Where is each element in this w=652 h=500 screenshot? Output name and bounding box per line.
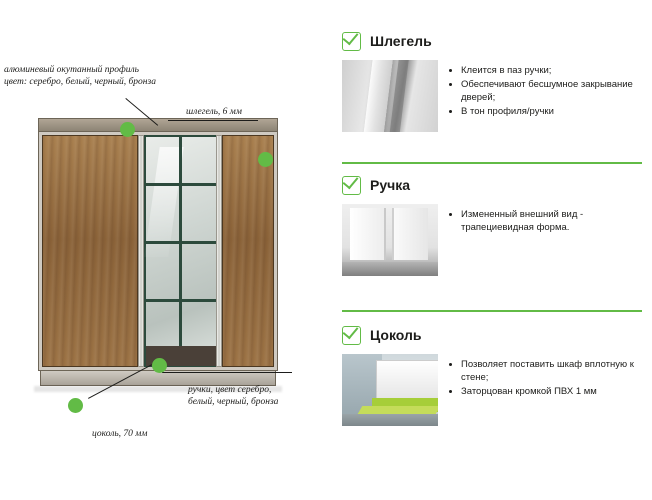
feature-cards — [330, 0, 652, 500]
feature-card-plinth-bullets — [450, 354, 642, 426]
feature-card-shlegel — [342, 28, 642, 132]
leader-line-handles — [162, 372, 292, 373]
handle-panel-left-shape — [350, 208, 386, 260]
bullet-item: • Клеится в паз ручки; — [461, 64, 642, 77]
callout-dot-shlegel — [258, 152, 273, 167]
feature-card-plinth-title: Цоколь — [370, 327, 422, 343]
callout-dot-handles — [152, 358, 167, 373]
callout-label-profile-line1: алюминевый окутанный профиль — [4, 65, 139, 75]
callout-label-shlegel-line1: шлегель, 6 мм — [186, 107, 242, 117]
bullet-item: • Обеспечивают бесшумное закрывание дверей; — [461, 78, 642, 104]
callout-dot-plinth — [68, 398, 83, 413]
bullet-item: • Измененный внешний вид - трапециевидная форма. — [461, 208, 642, 234]
callout-label-handles-line2: белый, черный, бронза — [188, 397, 279, 407]
feature-card-shlegel-bullets — [450, 60, 642, 132]
mirror-mullion-horizontal — [146, 183, 216, 186]
plinth-cabinet-shape — [376, 360, 438, 402]
feature-card-handle-body — [342, 204, 642, 276]
wardrobe-door-mirror — [144, 135, 218, 367]
shlegel-photo — [342, 60, 438, 132]
plinth-green-accent-shape — [358, 406, 438, 414]
callout-label-plinth — [92, 428, 232, 440]
handle-rail-shape — [342, 262, 438, 276]
check-icon — [342, 176, 361, 195]
feature-card-plinth-header — [342, 322, 642, 348]
bullet-item: • Заторцован кромкой ПВХ 1 мм — [461, 385, 642, 398]
feature-card-shlegel-header — [342, 28, 642, 54]
callout-label-plinth-line1: цоколь, 70 мм — [92, 429, 148, 439]
feature-card-handle-header — [342, 172, 642, 198]
callout-label-handles-line1: ручки, цвет серебро, — [188, 385, 272, 395]
plinth-floor-shape — [342, 414, 438, 426]
card-divider-1 — [342, 162, 642, 164]
wardrobe-handle-left — [138, 135, 144, 367]
callout-label-profile-line2: цвет: серебро, белый, черный, бронза — [4, 77, 156, 87]
callout-label-handles — [188, 384, 308, 408]
feature-card-handle-title: Ручка — [370, 177, 411, 193]
callout-label-shlegel — [186, 106, 306, 118]
card-divider-2 — [342, 310, 642, 312]
leader-line-shlegel — [168, 120, 258, 121]
mirror-mullion-horizontal — [146, 299, 216, 302]
wardrobe-graphic — [38, 118, 278, 393]
feature-card-handle-bullets — [450, 204, 642, 276]
feature-card-handle — [342, 172, 642, 276]
feature-card-shlegel-body — [342, 60, 642, 132]
wardrobe-door-right — [222, 135, 274, 367]
bullet-item: • Позволяет поставить шкаф вплотную к стене; — [461, 358, 642, 384]
mirror-mullion-horizontal — [146, 241, 216, 244]
feature-card-plinth-body — [342, 354, 642, 426]
mirror-mullion-vertical — [179, 137, 182, 365]
check-icon — [342, 326, 361, 345]
check-icon — [342, 32, 361, 51]
wardrobe-door-left — [42, 135, 138, 367]
wardrobe-handle-right — [216, 135, 222, 367]
callout-dot-profile — [120, 122, 135, 137]
callout-label-profile — [4, 64, 184, 88]
plinth-photo — [342, 354, 438, 426]
feature-card-plinth — [342, 322, 642, 426]
handle-photo — [342, 204, 438, 276]
handle-panel-right-shape — [392, 208, 428, 260]
shlegel-strip-shape — [362, 60, 394, 132]
feature-card-shlegel-title: Шлегель — [370, 33, 432, 49]
bullet-item: • В тон профиля/ручки — [461, 105, 642, 118]
